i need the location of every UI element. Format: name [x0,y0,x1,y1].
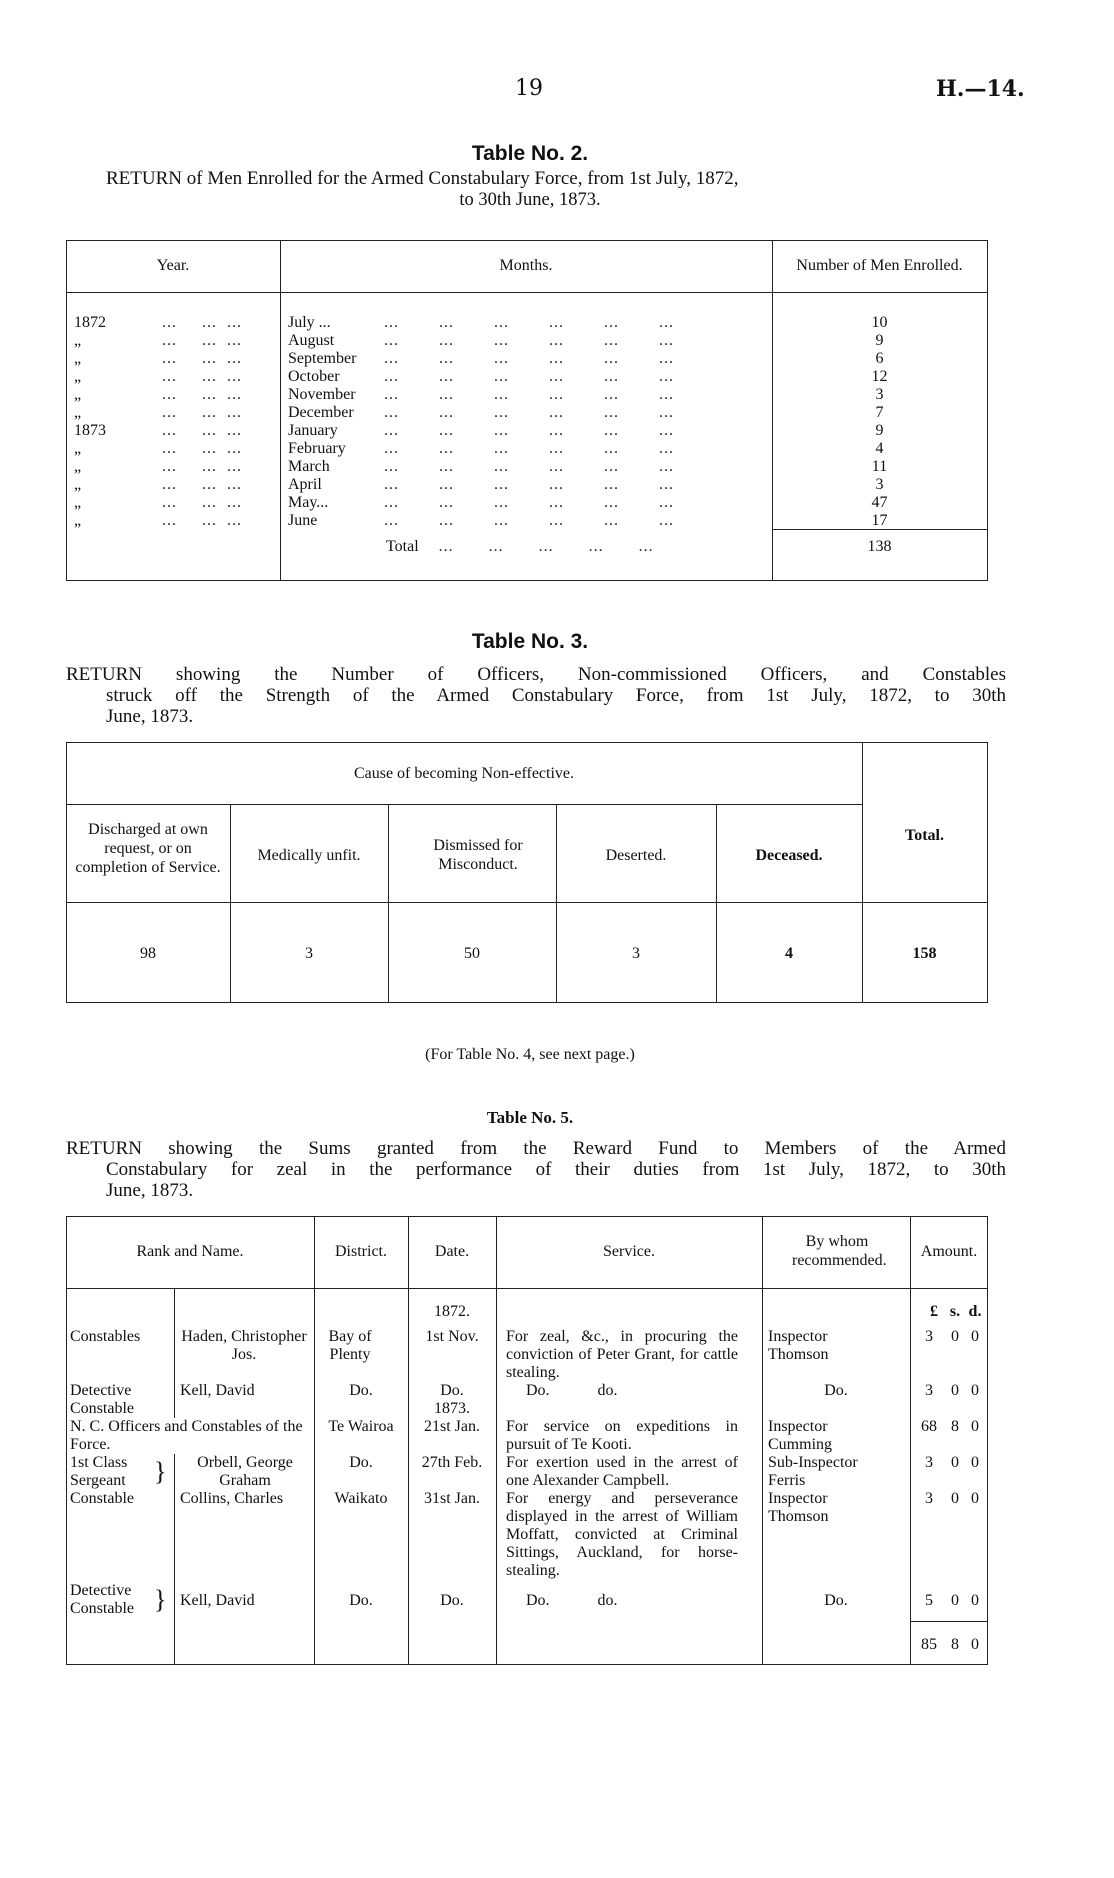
table3-return-line1: RETURN showing the Number of Officers, Non-commissioned Officers, and Constables [66,664,1006,685]
table5-row4-service: For exertion used in the arrest of one Alexander Campbell. [506,1454,738,1489]
leader-dots: ... ... ... [162,332,242,349]
table2-total-value: 138 [867,538,892,555]
leader-dots: ... ... ... [162,422,242,439]
table5-row1-rank: Constables [70,1328,141,1345]
table5-currency-shillings: s. [949,1303,961,1320]
leader-dots: ... ... ... ... ... ... [384,494,674,511]
table2-return-line2: to 30th June, 1873. [459,190,601,210]
table5-row4-l: 3 [925,1454,933,1471]
leader-dots: ... ... ... ... ... ... [384,386,674,403]
table2-row-year: „ [74,404,82,421]
table5-row4-district: Do. [349,1454,373,1471]
leader-dots: ... ... ... ... ... ... [384,512,674,529]
table5-row2-district: Do. [349,1382,373,1399]
leader-dots: ... ... ... [162,368,242,385]
leader-dots: ... ... ... [162,386,242,403]
table2-row-enrolled: 47 [871,494,888,511]
table2: Year. Months. Number of Men Enrolled. 1872 ... ... ... July ... ... ... ... ... ... ... 10 „ ... ... ... August ... ... ... ... ... ... 9 „ ... ... ... September ... ... ... ... ... ... 6 „ ... ... ... October ... ... ... ... ... ... 12 „ ... ... ... November ... ... ... ... ... ... 3 „ ... ... ... December ... ... ... ... ... ... 7 1873 ... ... ... January ... ... ... ... ... ... 9 „ ... ... ... February ... ... ... ... ... ... 4 „ ... ... ... March ... ... ... ... ... ... 11 „ ... ... ... April ... ... ... ... ... ... 3 „ ... ... ... May... ... ... ... ... ... ... 47 „ ... ... ... June ... ... ... ... ... ... 17 Total ... ... ... ... ... 138 [66,240,988,582]
table5-row2-by: Do. [824,1382,848,1399]
leader-dots: ... ... ... ... ... ... [384,476,674,493]
table5-row5-rank: Constable [70,1490,134,1507]
table2-row-year: „ [74,512,82,529]
leader-dots: ... ... ... [162,404,242,421]
table2-row-enrolled: 4 [875,440,884,457]
brace-icon: } [154,1457,167,1486]
table2-row-year: „ [74,386,82,403]
table2-row-month: December [288,404,354,421]
note-see-next-page: (For Table No. 4, see next page.) [425,1046,635,1063]
table3-return-line2: struck off the Strength of the Armed Constabulary Force, from 1st July, 1872, to 30th [106,685,1006,706]
leader-dots: ... ... ... ... ... ... [384,332,674,349]
table2-row-enrolled: 3 [875,476,884,493]
table5-row5-service: For energy and perseverance displayed in the arrest of William Moffatt, convicted at Criminal Sittings, Auckland, for horse-stealing. [506,1490,738,1579]
table5-row6-date: Do. [440,1592,464,1609]
table2-total-label: Total [386,538,419,555]
table2-row-year: „ [74,368,82,385]
leader-dots: ... ... ... [162,512,242,529]
table2-row-month: March [288,458,330,475]
table5-row6-l: 5 [925,1592,933,1609]
table5-row1-l: 3 [925,1328,933,1345]
table2-row-month: January [288,422,338,439]
table2-row-year: „ [74,350,82,367]
table2-row-year: „ [74,332,82,349]
table5-row3-date: 21st Jan. [424,1418,480,1435]
table5-row2-d: 0 [971,1382,979,1399]
table5-col-by-whom: By whom recommended. [792,1233,887,1269]
table5-row4-rank: 1st Class Sergeant [70,1454,150,1490]
table5-row6-s: 0 [951,1592,959,1609]
table2-row-month: April [288,476,322,493]
table3-col-total: Total. [905,827,944,844]
table2-row-enrolled: 3 [875,386,884,403]
table3 [66,742,988,1004]
table5-currency-pounds: £ [930,1303,938,1320]
table5-row2-service: Do. do. [526,1382,618,1399]
table5-row3-s: 8 [951,1418,959,1435]
leader-dots: ... ... ... ... ... ... [384,404,674,421]
page-number: 19 [515,76,543,101]
table3-col-deserted: Deserted. [605,847,667,864]
table2-row-enrolled: 11 [871,458,888,475]
table5-return-line2: Constabulary for zeal in the performance of their duties from 1st July, 1872, to 30th [106,1159,1006,1180]
table5-row4-d: 0 [971,1454,979,1471]
table5-row4-name: Orbell, George Graham [197,1454,293,1489]
table3-value-discharged: 98 [140,945,156,962]
table2-row-enrolled: 17 [871,512,888,529]
table3-value-deceased: 4 [785,945,793,962]
table5-row6-name: Kell, David [180,1592,255,1609]
leader-dots: ... ... ... ... ... ... [384,350,674,367]
table5-row2-s: 0 [951,1382,959,1399]
table5-row3-d: 0 [971,1418,979,1435]
table5-row1-by: Inspector Thomson [768,1328,829,1363]
table2-title: Table No. 2. [471,142,589,165]
table5-currency-pence: d. [968,1303,982,1320]
table3-col-dismissed: Dismissed for Misconduct. [433,837,523,873]
table2-row-month: February [288,440,346,457]
table5-row1-service: For zeal, &c., in procuring the conviction of Peter Grant, for cattle stealing. [506,1328,738,1381]
table5-col-rank: Rank and Name. [136,1243,244,1260]
table5-row2-date: Do. [440,1382,464,1399]
leader-dots: ... ... ... [162,350,242,367]
table3-col-discharged: Discharged at own request, or on completion of Service. [75,821,221,876]
table5-row6-d: 0 [971,1592,979,1609]
table2-row-month: June [288,512,318,529]
table5-row1-district: Bay of Plenty [328,1328,372,1363]
table3-group-header: Cause of becoming Non-effective. [353,765,575,782]
table2-row-enrolled: 9 [875,332,884,349]
table5-row3-l: 68 [921,1418,937,1435]
table5-row1-name: Haden, Christopher Jos. [181,1328,307,1363]
table2-col-year: Year. [156,257,190,274]
leader-dots: ... ... ... [162,494,242,511]
table5-row3-district: Te Wairoa [328,1418,394,1435]
table3-value-medically-unfit: 3 [305,945,313,962]
table3-return-line3: June, 1873. [106,706,194,727]
table2-row-enrolled: 6 [875,350,884,367]
table5-col-amount: Amount. [920,1243,978,1260]
table5-row6-district: Do. [349,1592,373,1609]
table2-row-month: August [288,332,335,349]
table2-row-month: July ... [288,314,331,331]
table5-row3-rank: N. C. Officers and Constables of the Force. [70,1418,310,1454]
table2-row-month: November [288,386,356,403]
table3-value-deserted: 3 [632,945,640,962]
table2-col-enrolled: Number of Men Enrolled. [796,257,963,274]
table2-row-year: „ [74,476,82,493]
brace-icon: } [154,1585,167,1614]
table3-col-medically-unfit: Medically unfit. [257,847,361,864]
table5-row5-l: 3 [925,1490,933,1507]
table5-row5-d: 0 [971,1490,979,1507]
table5-row1-s: 0 [951,1328,959,1345]
leader-dots: ... ... ... ... ... ... [384,422,674,439]
table2-row-year: „ [74,494,82,511]
table5 [66,1216,988,1666]
table5-row1-date: 1st Nov. [425,1328,479,1345]
leader-dots: ... ... ... ... ... ... [384,458,674,475]
leader-dots: ... ... ... [162,440,242,457]
leader-dots: ... ... ... ... ... ... [384,368,674,385]
table5-col-district: District. [335,1243,387,1260]
table5-total-l: 85 [921,1636,937,1653]
table5-col-date: Date. [434,1243,470,1260]
table5-year-1873: 1873. [434,1400,470,1417]
table5-title: Table No. 5. [486,1108,574,1127]
document-reference: H.—14. [936,76,1025,102]
table2-row-month: September [288,350,357,367]
leader-dots: ... ... ... ... ... ... [384,314,674,331]
table2-row-year: 1872 [74,314,106,331]
table3-value-dismissed: 50 [464,945,480,962]
table2-row-enrolled: 7 [875,404,884,421]
table5-row4-by: Sub-Inspector Ferris [768,1454,858,1489]
table5-total-s: 8 [951,1636,959,1653]
leader-dots: ... ... ... ... ... ... [384,440,674,457]
table2-col-months: Months. [499,257,553,274]
leader-dots: ... ... ... [162,458,242,475]
table5-row6-by: Do. [824,1592,848,1609]
table5-row5-s: 0 [951,1490,959,1507]
table5-row2-rank: Detective Constable [70,1382,134,1417]
table5-row2-name: Kell, David [180,1382,255,1399]
table2-row-enrolled: 12 [871,368,888,385]
leader-dots: ... ... ... [162,476,242,493]
table5-total-d: 0 [971,1636,979,1653]
table2-return-line1: RETURN of Men Enrolled for the Armed Constabulary Force, from 1st July, 1872, [106,168,739,189]
table5-return-line3: June, 1873. [106,1180,194,1201]
table5-row6-service: Do. do. [526,1592,618,1609]
table5-year-1872: 1872. [434,1303,470,1320]
table3-value-total: 158 [912,945,937,962]
table2-row-year: „ [74,440,82,457]
table5-row3-service: For service on expeditions in pursuit of Te Kooti. [506,1418,738,1453]
table5-row5-by: Inspector Thomson [768,1490,829,1525]
leader-dots: ... ... ... [162,314,242,331]
table2-row-enrolled: 9 [875,422,884,439]
table5-row3-by: Inspector Cumming [768,1418,833,1453]
table5-row1-d: 0 [971,1328,979,1345]
table2-row-month: May... [288,494,329,511]
table5-row6-rank: Detective Constable [70,1582,134,1617]
table3-col-deceased: Deceased. [755,847,823,864]
table5-return-line1: RETURN showing the Sums granted from the Reward Fund to Members of the Armed [66,1138,1006,1159]
table2-row-year: 1873 [74,422,106,439]
table3-title: Table No. 3. [471,630,589,653]
table5-row4-s: 0 [951,1454,959,1471]
table5-row5-district: Waikato [334,1490,388,1507]
table2-row-year: „ [74,458,82,475]
table5-row5-date: 31st Jan. [424,1490,480,1507]
table5-col-service: Service. [603,1243,655,1260]
table2-row-enrolled: 10 [871,314,888,331]
table5-row5-name: Collins, Charles [180,1490,284,1507]
table5-row2-l: 3 [925,1382,933,1399]
table2-row-month: October [288,368,340,385]
table5-row4-date: 27th Feb. [421,1454,483,1471]
